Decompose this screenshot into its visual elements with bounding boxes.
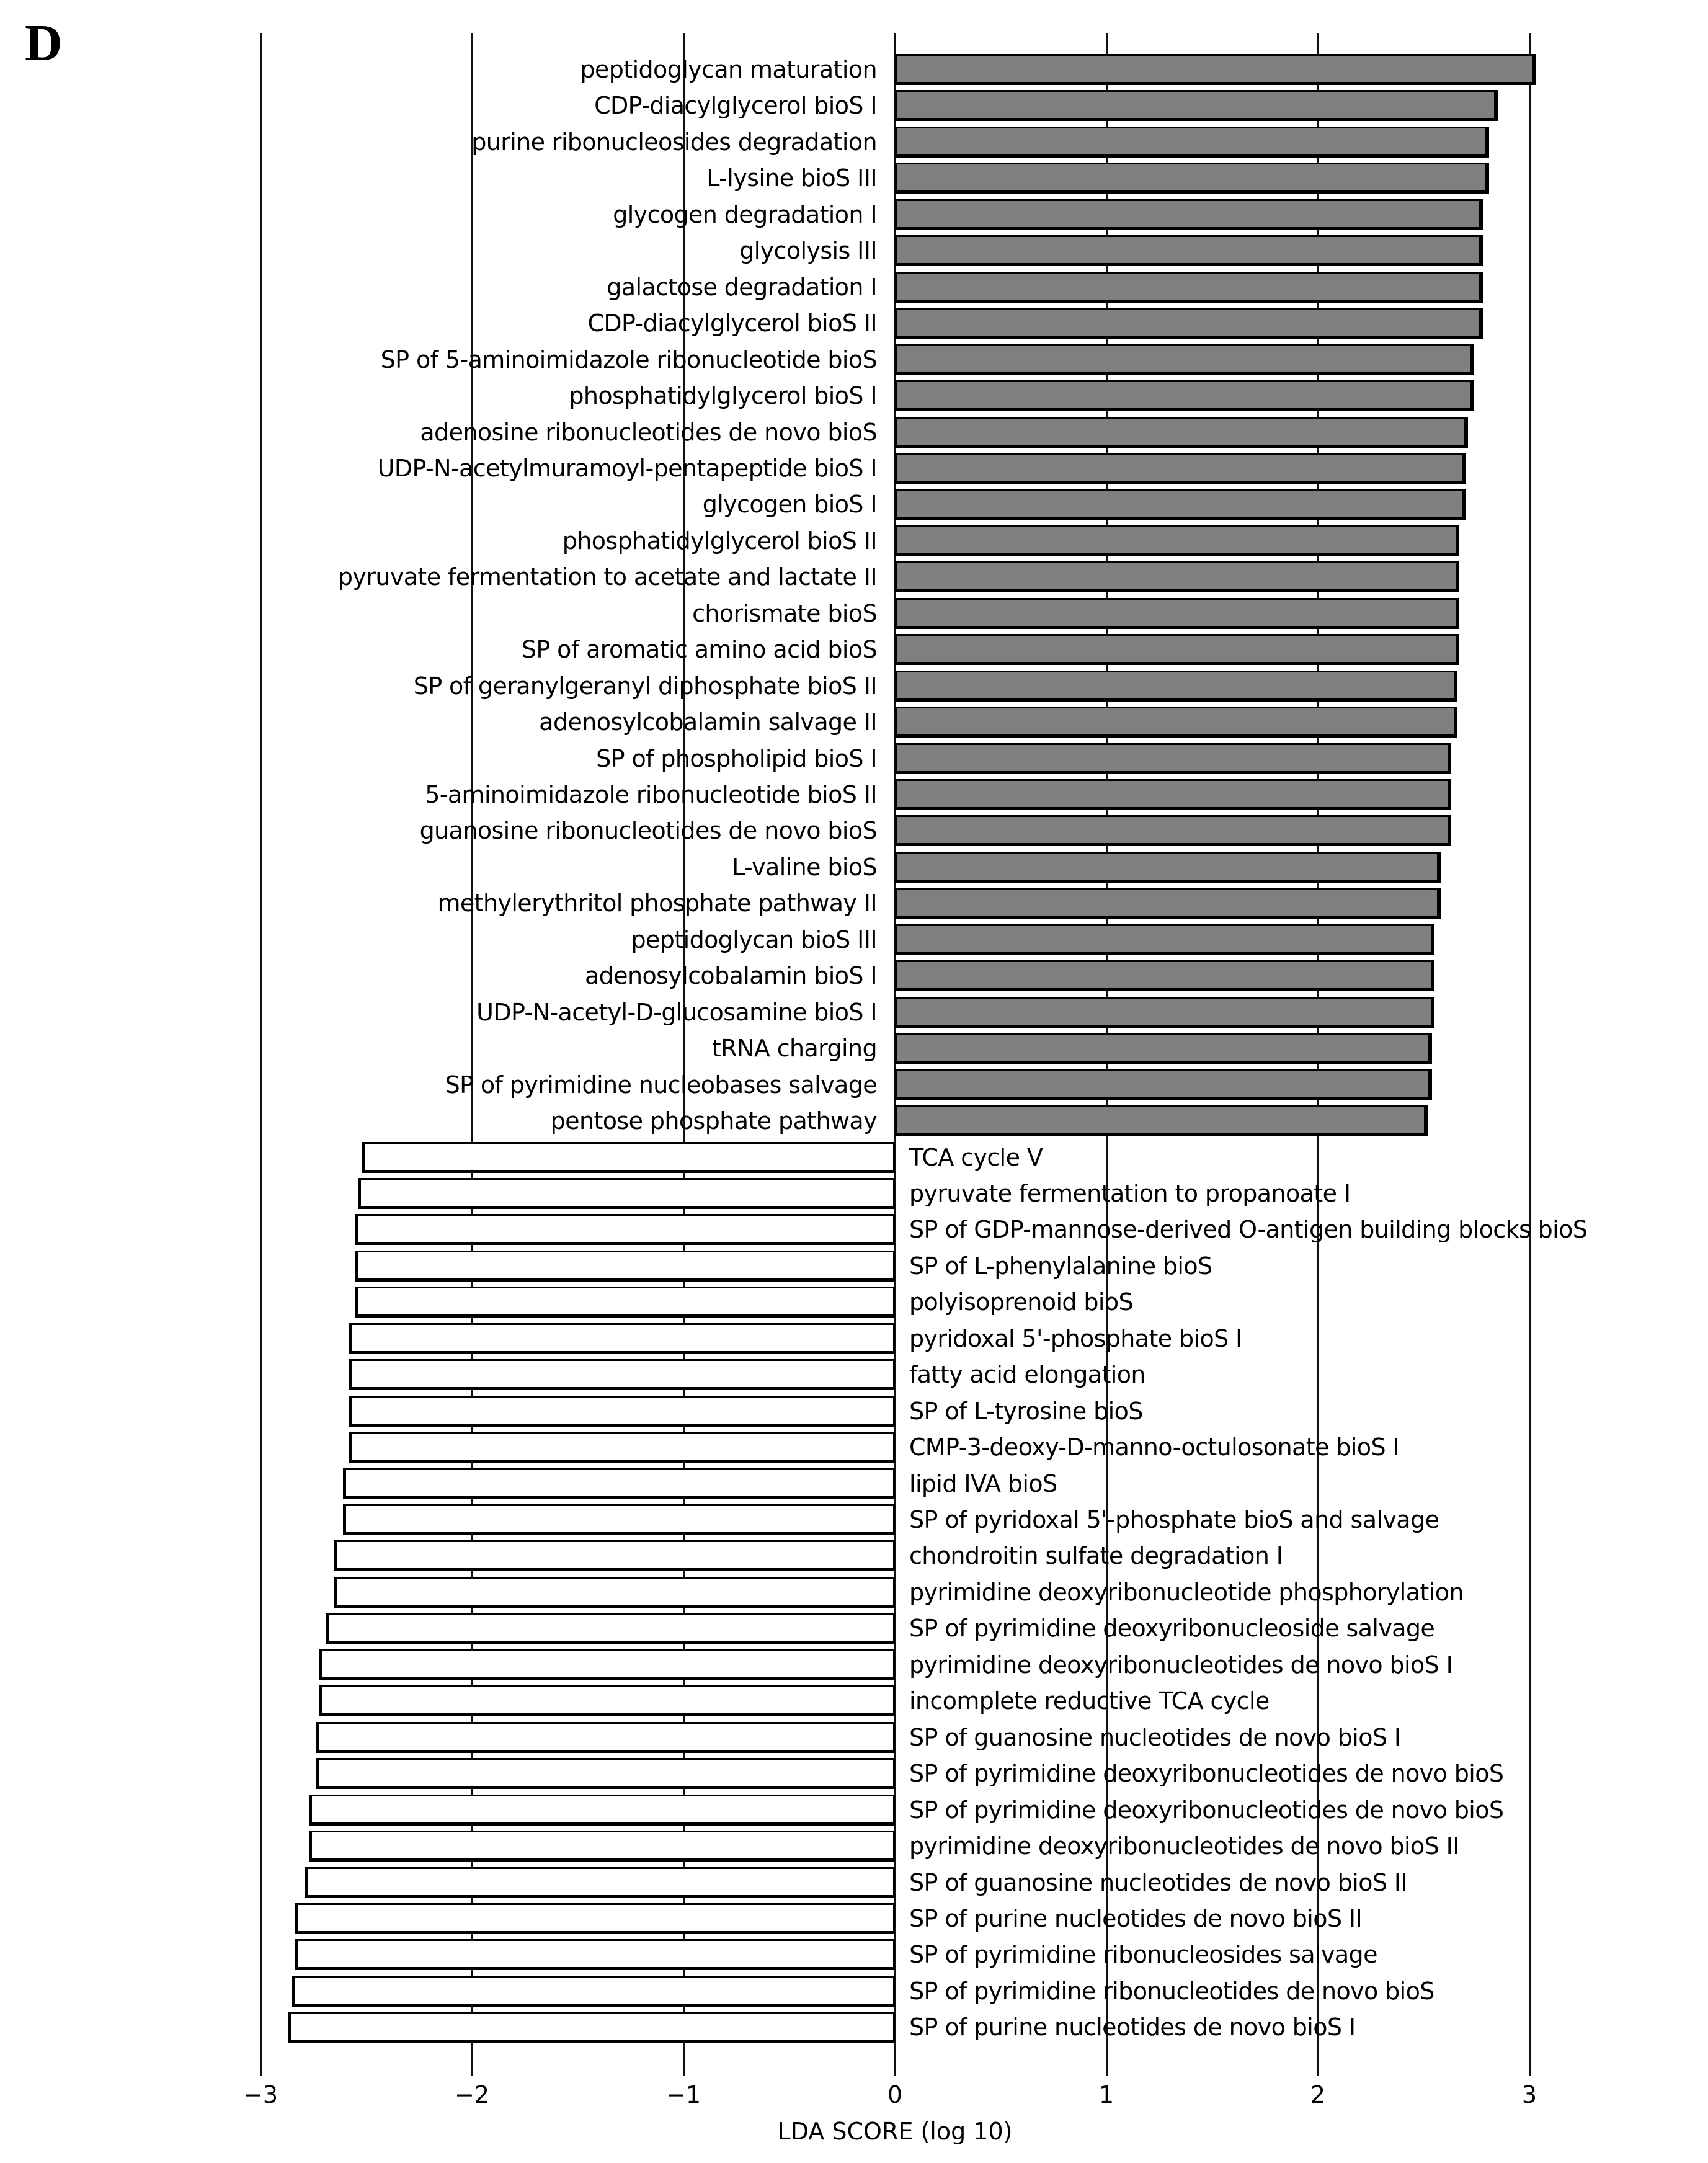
- bar-depleted: [292, 1976, 895, 2007]
- bar-depleted: [334, 1577, 895, 1608]
- bar-enriched: [895, 163, 1489, 194]
- bar-enriched: [895, 489, 1466, 520]
- bar-depleted: [349, 1359, 895, 1390]
- x-tick-label: 2: [1310, 2081, 1326, 2108]
- x-tick-label: 1: [1098, 2081, 1114, 2108]
- bar-label: TCA cycle V: [909, 1143, 1043, 1171]
- x-tick-label: −2: [454, 2081, 490, 2108]
- bar-enriched: [895, 743, 1451, 774]
- bar-enriched: [895, 235, 1483, 266]
- bar-label: pyrimidine deoxyribonucleotide phosphorylation: [909, 1578, 1464, 1606]
- bar-label: SP of pyrimidine ribonucleotides de novo bioS: [909, 1977, 1434, 2005]
- x-tick-label: −1: [665, 2081, 701, 2108]
- bar-enriched: [895, 308, 1483, 339]
- bar-enriched: [895, 634, 1459, 665]
- x-tick-label: −3: [242, 2081, 278, 2108]
- bar-depleted: [309, 1831, 895, 1862]
- bar-enriched: [895, 90, 1498, 121]
- bar-label: SP of purine nucleotides de novo bioS I: [909, 2014, 1356, 2041]
- bar-depleted: [288, 2012, 895, 2043]
- bar-label: SP of guanosine nucleotides de novo bioS II: [909, 1868, 1408, 1896]
- bar-depleted: [319, 1649, 895, 1680]
- bar-depleted: [334, 1540, 895, 1571]
- bar-depleted: [305, 1867, 895, 1898]
- bar-enriched: [895, 453, 1466, 484]
- bar-label: guanosine ribonucleotides de novo bioS: [419, 817, 877, 845]
- bar-label: peptidoglycan maturation: [580, 56, 877, 83]
- bar-label: pyruvate fermentation to propanoate I: [909, 1179, 1351, 1207]
- bar-enriched: [895, 852, 1441, 883]
- bar-depleted: [349, 1396, 895, 1427]
- bar-enriched: [895, 199, 1483, 230]
- bar-enriched: [895, 380, 1474, 411]
- bar-enriched: [895, 815, 1451, 846]
- bar-depleted: [362, 1142, 895, 1173]
- bar-depleted: [295, 1903, 895, 1934]
- bar-label: lipid IVA bioS: [909, 1470, 1057, 1497]
- bar-label: L-lysine bioS III: [706, 164, 877, 192]
- bar-depleted: [343, 1504, 895, 1535]
- bar-depleted: [355, 1214, 895, 1245]
- bar-depleted: [316, 1722, 895, 1753]
- panel-letter: D: [25, 14, 63, 72]
- bar-label: glycogen bioS I: [702, 491, 877, 519]
- bar-label: SP of 5-aminoimidazole ribonucleotide bioS: [380, 346, 877, 373]
- bar-enriched: [895, 127, 1489, 158]
- bar-label: glycogen degradation I: [613, 200, 877, 228]
- bar-label: fatty acid elongation: [909, 1361, 1145, 1389]
- bar-depleted: [355, 1251, 895, 1282]
- bar-label: SP of GDP-mannose-derived O-antigen building blocks bioS: [909, 1216, 1588, 1244]
- bar-label: peptidoglycan bioS III: [631, 925, 877, 953]
- bar-enriched: [895, 344, 1474, 375]
- bar-enriched: [895, 924, 1434, 955]
- bar-enriched: [895, 997, 1434, 1028]
- bar-label: pyrimidine deoxyribonucleotides de novo bioS I: [909, 1651, 1453, 1679]
- bar-depleted: [295, 1939, 895, 1970]
- bar-label: 5-aminoimidazole ribonucleotide bioS II: [425, 781, 877, 808]
- bar-enriched: [895, 272, 1483, 303]
- bar-depleted: [316, 1758, 895, 1789]
- bar-label: tRNA charging: [711, 1035, 877, 1063]
- bar-enriched: [895, 671, 1457, 702]
- bar-enriched: [895, 417, 1468, 448]
- x-tick-label: 3: [1521, 2081, 1537, 2108]
- bar-label: CMP-3-deoxy-D-manno-octulosonate bioS I: [909, 1434, 1400, 1461]
- bar-enriched: [895, 960, 1434, 991]
- bar-depleted: [349, 1432, 895, 1463]
- bar-label: pyridoxal 5'-phosphate bioS I: [909, 1324, 1242, 1352]
- bar-label: glycolysis III: [739, 237, 877, 265]
- bar-enriched: [895, 1069, 1432, 1100]
- x-axis-label: LDA SCORE (log 10): [777, 2118, 1013, 2145]
- bar-label: SP of L-phenylalanine bioS: [909, 1252, 1212, 1280]
- bar-enriched: [895, 707, 1457, 738]
- bar-label: CDP-diacylglycerol bioS I: [594, 92, 877, 120]
- bar-label: SP of pyrimidine deoxyribonucleoside salvage: [909, 1615, 1435, 1643]
- bar-depleted: [343, 1468, 895, 1499]
- bar-label: SP of pyrimidine deoxyribonucleotides de novo bioS: [909, 1760, 1504, 1788]
- gridline: [260, 33, 262, 2076]
- bar-label: polyisoprenoid bioS: [909, 1288, 1134, 1316]
- bar-label: galactose degradation I: [607, 273, 877, 301]
- bar-enriched: [895, 1033, 1432, 1064]
- bar-label: incomplete reductive TCA cycle: [909, 1687, 1270, 1715]
- bar-label: SP of aromatic amino acid bioS: [521, 636, 877, 664]
- bar-enriched: [895, 561, 1459, 592]
- bar-depleted: [319, 1685, 895, 1716]
- bar-label: SP of guanosine nucleotides de novo bioS I: [909, 1723, 1401, 1751]
- bar-label: SP of pyrimidine nucleobases salvage: [445, 1071, 877, 1099]
- bar-label: adenosylcobalamin salvage II: [539, 708, 877, 736]
- bar-label: SP of L-tyrosine bioS: [909, 1397, 1143, 1425]
- bar-enriched: [895, 1105, 1428, 1136]
- bar-label: SP of pyrimidine ribonucleosides salvage: [909, 1941, 1377, 1969]
- bar-label: SP of purine nucleotides de novo bioS II: [909, 1904, 1363, 1932]
- bar-label: pyruvate fermentation to acetate and lactate II: [337, 563, 877, 591]
- bar-label: L-valine bioS: [732, 853, 877, 881]
- bar-label: purine ribonucleosides degradation: [471, 128, 877, 156]
- bar-depleted: [358, 1178, 895, 1209]
- bar-label: phosphatidylglycerol bioS II: [562, 527, 877, 555]
- bar-depleted: [326, 1613, 895, 1644]
- bar-label: SP of pyrimidine deoxyribonucleotides de novo bioS: [909, 1796, 1504, 1824]
- bar-label: methylerythritol phosphate pathway II: [437, 890, 877, 917]
- bar-enriched: [895, 598, 1459, 629]
- bar-label: chondroitin sulfate degradation I: [909, 1542, 1283, 1570]
- bar-label: UDP-N-acetyl-D-glucosamine bioS I: [476, 998, 877, 1026]
- gridline: [1529, 33, 1531, 2076]
- bar-enriched: [895, 525, 1459, 556]
- bar-label: CDP-diacylglycerol bioS II: [587, 310, 877, 337]
- bar-depleted: [309, 1795, 895, 1826]
- bar-enriched: [895, 888, 1441, 919]
- bar-label: chorismate bioS: [692, 599, 877, 627]
- bar-label: pentose phosphate pathway: [550, 1107, 877, 1135]
- bar-label: SP of phospholipid bioS I: [596, 744, 877, 772]
- bar-label: SP of geranylgeranyl diphosphate bioS II: [413, 672, 877, 700]
- bar-enriched: [895, 54, 1536, 85]
- bar-label: pyrimidine deoxyribonucleotides de novo bioS II: [909, 1832, 1459, 1860]
- bar-label: phosphatidylglycerol bioS I: [569, 382, 877, 410]
- bar-depleted: [355, 1287, 895, 1318]
- bar-label: adenosylcobalamin bioS I: [584, 962, 877, 990]
- bar-label: UDP-N-acetylmuramoyl-pentapeptide bioS I: [377, 454, 877, 482]
- bar-label: adenosine ribonucleotides de novo bioS: [420, 418, 877, 446]
- bar-enriched: [895, 779, 1451, 810]
- bar-depleted: [349, 1323, 895, 1354]
- x-tick-label: 0: [887, 2081, 903, 2108]
- bar-label: SP of pyridoxal 5'-phosphate bioS and salvage: [909, 1506, 1439, 1533]
